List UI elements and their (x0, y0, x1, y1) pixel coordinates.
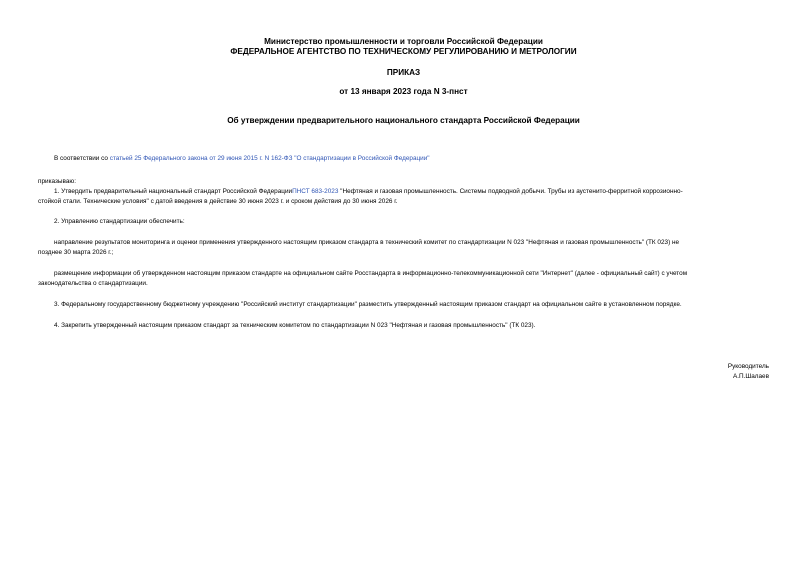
document-title: Об утверждении предварительного национального стандарта Российской Федерации (227, 116, 580, 125)
item-1-line-2: стойкой стали. Технические условия" с датой введения в действие 30 июня 2023 г. и сроком действия до 30 июня 2026 г. (38, 198, 398, 205)
date-and-number: от 13 января 2023 года N 3-пнст (339, 87, 468, 96)
order-word: приказываю: (38, 178, 76, 185)
standard-link[interactable]: ПНСТ 683-2023 (292, 188, 339, 195)
item-2a-line-2: позднее 30 марта 2026 г.; (38, 249, 114, 256)
item-1-rest: "Нефтяная и газовая промышленность. Системы подводной добычи. Трубы из аустенито-ферритной коррозионно- (338, 188, 683, 195)
item-2b-line-2: законодательства о стандартизации. (38, 280, 148, 287)
item-1-prefix: 1. Утвердить предварительный национальный стандарт Российской Федерации (54, 188, 293, 195)
item-2a-line-1: направление результатов мониторинга и оценки применения утвержденного настоящим приказом стандарта в технический комитет по стандартизации N 023 "Нефтяная и газовая промышленность" (ТК 023) не (54, 239, 680, 246)
document-type: ПРИКАЗ (386, 68, 421, 77)
law-article-link[interactable]: статьей 25 Федерального закона от 29 июня 2015 г. N 162-ФЗ "О стандартизации в Российской Федерации" (109, 155, 430, 162)
intro-paragraph (54, 154, 430, 165)
item-2: 2. Управлению стандартизации обеспечить: (54, 218, 185, 225)
ministry-heading: Министерство промышленности и торговли Российской Федерации (264, 37, 543, 46)
item-2b-line-1: размещение информации об утвержденном настоящим приказом стандарте на официальном сайте Росстандарта в информационно-телекоммуникационной сети "Интернет" (далее - официальный сайт) с учетом (54, 270, 688, 277)
signature-name: А.П.Шалаев (732, 373, 769, 380)
item-1-line-1 (54, 187, 683, 198)
agency-heading: ФЕДЕРАЛЬНОЕ АГЕНТСТВО ПО ТЕХНИЧЕСКОМУ РЕГУЛИРОВАНИЮ И МЕТРОЛОГИИ (230, 47, 577, 56)
intro-prefix: В соответствии со (54, 155, 110, 162)
item-4: 4. Закрепить утвержденный настоящим приказом стандарт за техническим комитетом по стандартизации N 023 "Нефтяная и газовая промышленность" (ТК 023). (54, 322, 536, 329)
signature-role: Руководитель (727, 363, 769, 370)
item-3: 3. Федеральному государственному бюджетному учреждению "Российский институт стандартизации" разместить утвержденный настоящим приказом стандарт на официальном сайте в установленном порядке. (54, 301, 682, 308)
